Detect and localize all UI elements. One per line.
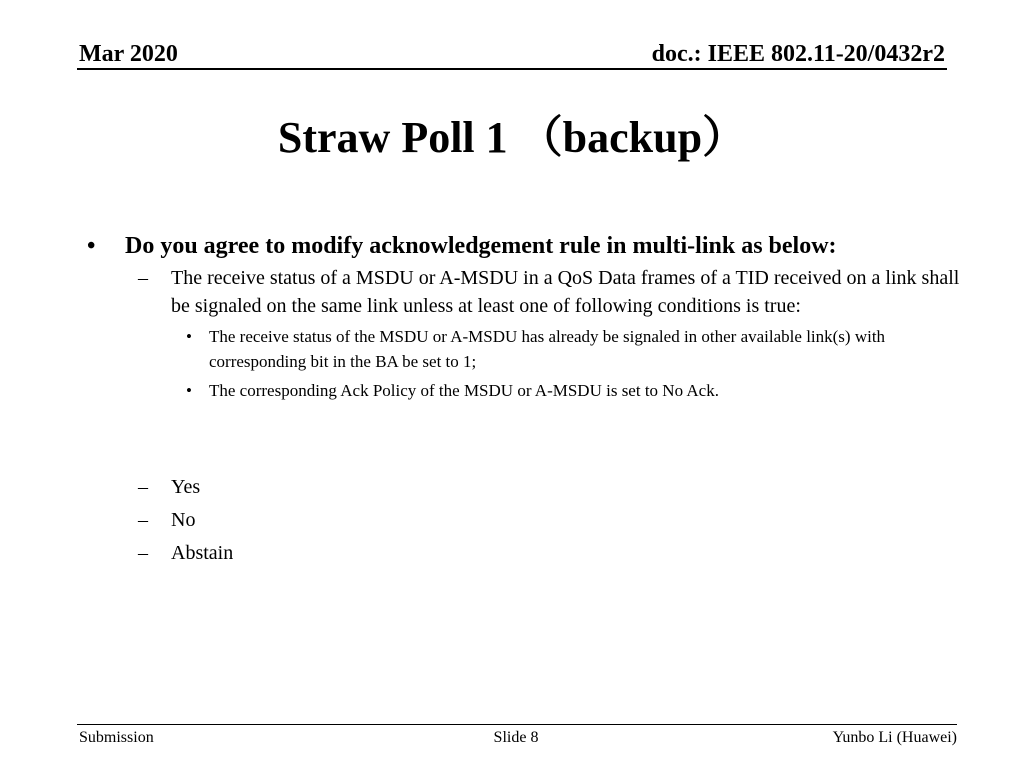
option-label: Abstain — [171, 542, 234, 564]
slide-title: Straw Poll 1 （backup） — [277, 113, 747, 162]
rule-item — [138, 264, 964, 320]
question-text: Do you agree to modify acknowledgement rule in multi-link as below: — [125, 233, 837, 259]
option-label: Yes — [171, 476, 201, 498]
footer-submission: Submission — [79, 729, 154, 746]
slide-body — [84, 230, 964, 570]
dash-marker: – — [138, 509, 148, 531]
dash-marker: – — [138, 267, 148, 289]
condition-item — [185, 378, 964, 403]
condition-item — [185, 324, 964, 374]
condition-text: The corresponding Ack Policy of the MSDU or A-MSDU is set to No Ack. — [209, 381, 719, 400]
spacer — [84, 403, 964, 471]
dash-marker: – — [138, 476, 148, 498]
header-rule — [77, 68, 947, 70]
bullet-marker: • — [186, 381, 192, 400]
footer-rule — [77, 724, 957, 725]
bullet-marker: • — [186, 327, 192, 346]
condition-text: The receive status of the MSDU or A-MSDU has already be signaled in other available link(s) with corresponding bit in the BA be set to 1; — [209, 327, 886, 371]
bullet-marker: • — [87, 233, 96, 259]
dash-marker: – — [138, 542, 148, 564]
footer-author: Yunbo Li (Huawei) — [832, 729, 957, 746]
footer-slide-number: Slide 8 — [493, 729, 539, 746]
header-date: Mar 2020 — [79, 41, 178, 67]
option-abstain — [138, 537, 964, 570]
rule-text: The receive status of a MSDU or A-MSDU in a QoS Data frames of a TID received on a link shall be signaled on the same link unless at least one of following conditions is true: — [171, 267, 960, 317]
option-label: No — [171, 509, 196, 531]
question-item — [84, 230, 964, 262]
header-doc-id: doc.: IEEE 802.11-20/0432r2 — [651, 41, 945, 67]
option-no — [138, 504, 964, 537]
option-yes — [138, 471, 964, 504]
